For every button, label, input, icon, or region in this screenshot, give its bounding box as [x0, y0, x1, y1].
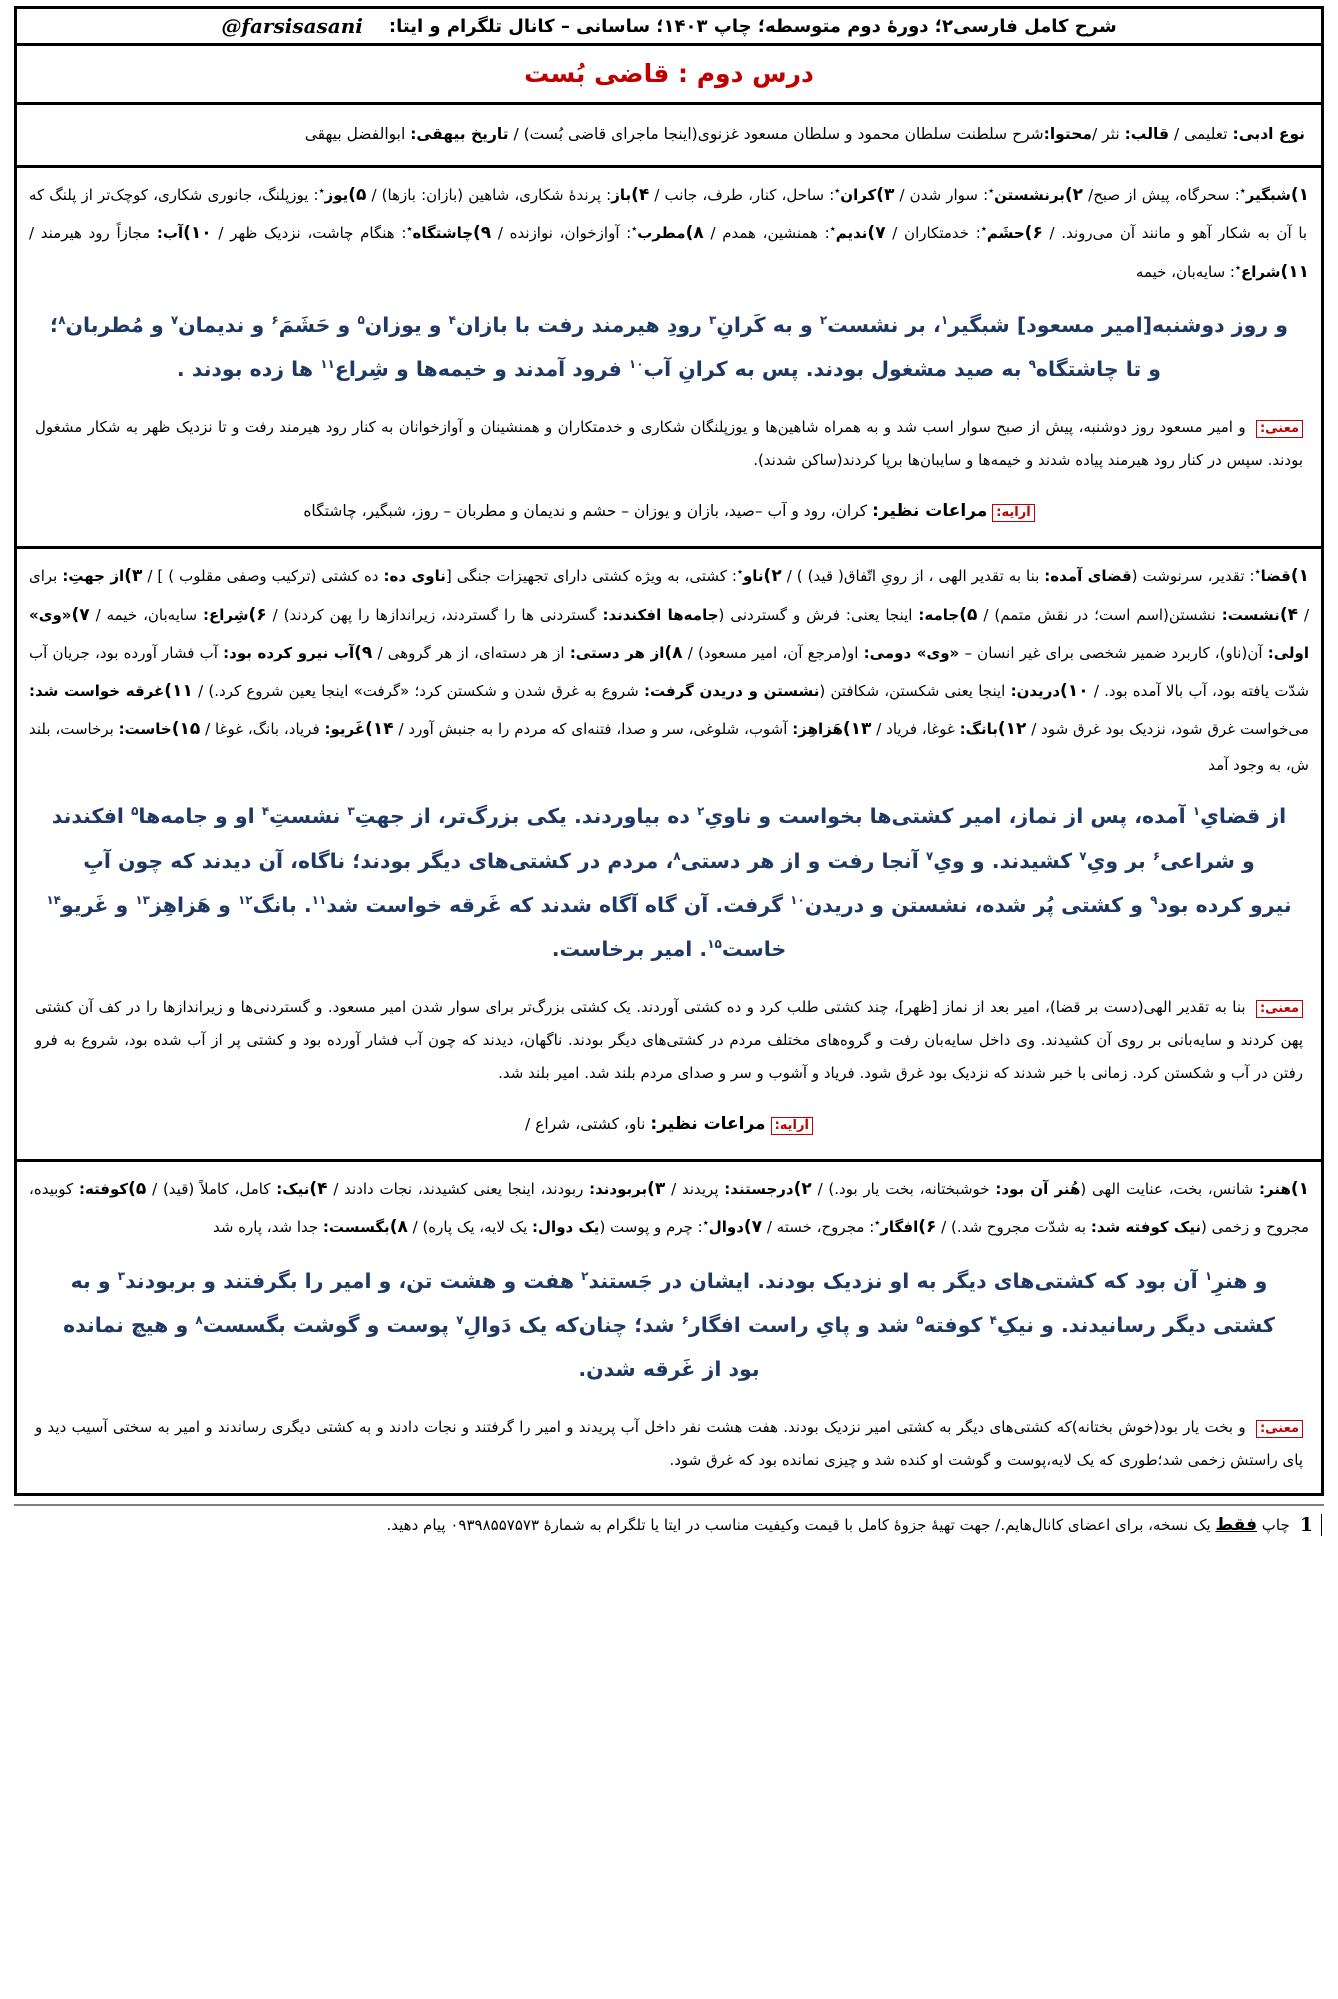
vocab-subterm: یک دوال: — [532, 1218, 600, 1237]
meta-label-content: محتوا: — [1043, 125, 1092, 143]
footnote-marker: ۸ — [58, 313, 66, 328]
vocab-subdefinition: بنا به تقدیر الهی ، از رویِ اتّفاق( قید) ) / — [781, 567, 1045, 586]
meta-label-type: نوع ادبی: — [1232, 125, 1305, 143]
asterisk-icon: ٭ — [1254, 565, 1261, 579]
vocab-term: باز — [611, 186, 632, 205]
asterisk-icon: ٭ — [318, 184, 325, 198]
meaning-3 — [29, 1405, 1309, 1485]
vocab-term: غرقه خواست شد: — [29, 682, 165, 701]
vocab-definition: : سحرگاه، پیش از صبح/ — [1083, 186, 1240, 205]
footnote-marker: ۵ — [357, 313, 365, 328]
vocab-term: قضا — [1260, 567, 1291, 586]
footnote-marker: ۸ — [673, 848, 681, 863]
arayeh-tag-1: آرایه: — [992, 504, 1034, 522]
footnote-marker: ۵ — [131, 804, 139, 819]
meaning-label-1: معنی: — [1256, 420, 1303, 438]
vocab-subterm: هُنر آن بود: — [995, 1180, 1081, 1199]
vocab-number: ۸) — [664, 642, 683, 663]
vocab-definition: اینجا یعنی شکستن، شکافتن ( — [819, 682, 1011, 701]
meta-label-source: تاریخ بیهقی: — [410, 125, 509, 143]
vocab-term: جامه: — [918, 605, 960, 624]
footnote-marker: ۵ — [916, 1312, 924, 1327]
footnote-marker: ۱ — [1204, 1268, 1213, 1283]
vocab-definition: : سایه‌بان، خیمه — [1135, 262, 1235, 281]
footnote-marker: ۷ — [456, 1312, 464, 1327]
footer-note — [14, 1515, 1290, 1535]
part-2-section — [17, 546, 1321, 1159]
passage-3-line-3: بود از غَرقه شدن. — [578, 1356, 760, 1381]
vocab-number: ۸) — [685, 223, 704, 244]
vocab-number: ۲) — [793, 1179, 812, 1200]
vocab-definition: : آوازخوان، نوازنده / — [491, 224, 632, 243]
vocab-term: از جهتِ: — [62, 567, 125, 586]
vocab-term: آب نیرو کرده بود: — [223, 643, 355, 662]
vocab-subterm: جامه‌ها افکندند: — [602, 605, 719, 624]
meta-value-form: نثر / — [1091, 125, 1125, 143]
arayeh-text-1: کران، رود و آب –صید، بازان و یوزان – حشم و ندیمان و مطربان – روز، شبگیر، چاشتگاه — [303, 502, 873, 521]
vocab-number: ۹) — [473, 223, 492, 244]
vocab-term: ناو — [742, 567, 764, 586]
vocab-definition: می‌خواست غرق شود، نزدیک بود غرق شود / — [1026, 720, 1309, 739]
vocab-number: ۴) — [1279, 604, 1298, 625]
footnote-marker: ۱۰ — [790, 892, 805, 907]
vocab-number: ۸) — [389, 1217, 408, 1238]
vocab-term: بگسست: — [322, 1218, 390, 1237]
meta-label-form: قالب: — [1124, 125, 1170, 143]
part-1-section — [17, 165, 1321, 546]
vocab-subdefinition: به شدّت مجروح شد.) / — [936, 1218, 1091, 1237]
arayeh-text-2: ناو، کشتی، شراع / — [525, 1114, 651, 1133]
vocab-term: آب: — [156, 224, 184, 243]
vocab-subterm: نشستن و دریدن گرفت: — [644, 682, 820, 701]
passage-1-line-2: و تا چاشتگاه$^۹$ به صید مشغول بودند. پس به کرانِ آب$^{۱۰}$ فرود آمدند و خیمه‌ها و شِراع$^{۱۱}$ ها زده بودند . — [176, 357, 1162, 382]
meaning-text-1: و امیر مسعود روز دوشنبه، پیش از صبح سوار اسب شد و به همراه شاهین‌ها و یوزپلنگان شکاری و خدمتکاران و همنشینان و آوازخوانان به کنار رود هیرمند رفت و تا نزدیک ظهر به شکار مشغول بودند. سپس در کنار رود هیرمند پیاده شدند و خیمه‌ها و سایبان‌ها برپا کردند(ساکن شدند). — [35, 418, 1303, 470]
vocab-number: ۶) — [248, 604, 267, 625]
vocab-number: ۱۲) — [997, 719, 1027, 740]
vocab-term: افگار — [880, 1218, 919, 1237]
vocab-definition: : مجروح، خسته / — [762, 1218, 875, 1237]
passage-2-line-1: از قضایِ$^۱$ آمده، پس از نماز، امیر کشتی‌ها بخواست و ناویِ$^۲$ ده بیاوردند. یکی بزرگ‌تر، از جهتِ$^۳$ نشستِ$^۴$ او و جامه‌ها$^۵$ افکندند — [51, 804, 1287, 829]
meta-value-type: تعلیمی / — [1169, 125, 1233, 143]
lesson-metadata-line — [29, 113, 1309, 157]
vocab-number: ۵) — [128, 1179, 147, 1200]
vocab-block-2 — [29, 557, 1309, 782]
footnote-marker: ۲ — [581, 1268, 589, 1283]
vocab-number: ۳) — [876, 185, 895, 206]
page-footer — [14, 1504, 1324, 1536]
passage-3-line-1: و هنرِ$^۱$ آن بود که کشتی‌های دیگر به او نزدیک بودند. ایشان در جَستند$^۲$ هفت و هشت تن، و امیر را بگرفتند و بربودند$^۳$ و به — [70, 1268, 1268, 1293]
footnote-marker: ۱ — [1192, 804, 1201, 819]
vocab-number: ۵) — [959, 604, 978, 625]
vocab-subterm: ناوی ده: — [383, 567, 446, 586]
footnote-marker: ۹ — [1028, 357, 1036, 372]
arayeh-2 — [29, 1098, 1309, 1151]
vocab-definition: : تقدیر، سرنوشت ( — [1131, 567, 1255, 586]
footnote-marker: ۶ — [1152, 848, 1161, 863]
vocab-subterm: قضای آمده: — [1044, 567, 1132, 586]
vocab-term: «وی» اولی: — [29, 605, 1309, 662]
lesson-title: درس دوم : قاضی بُست — [524, 59, 814, 88]
footnote-marker: ۳ — [709, 313, 717, 328]
vocab-number: ۵) — [348, 185, 367, 206]
arayeh-label-1: مراعات نظیر: — [872, 501, 988, 522]
vocab-number: ۱۵) — [171, 719, 201, 740]
passage-2-line-2: و شراعی$^۶$ بر ویِ$^۷$ کشیدند. و ویِ$^۷$ آنجا رفت و از هر دستی$^۸$، مردم در کشتی‌های دیگر بودند؛ ناگاه، آن دیدند که چون آبِ — [83, 848, 1255, 873]
vocab-definition: کوبیده، مجروح و زخمی ( — [29, 1180, 1309, 1237]
passage-2-line-4: خاست$^{۱۵}$. امیر برخاست. — [551, 936, 787, 961]
arayeh-tag-2: آرایه: — [771, 1117, 813, 1135]
vocab-definition: : سوار شدن / — [894, 186, 989, 205]
vocab-subdefinition: او(مرجع آن، امیر مسعود) / — [682, 643, 864, 662]
footnote-marker: ۴ — [989, 1312, 997, 1327]
vocab-number: ۶) — [1024, 223, 1043, 244]
footnote-marker: ۶ — [681, 1312, 689, 1327]
footnote-marker: ۱۰ — [628, 357, 644, 372]
footer-text-before: چاپ — [1257, 1515, 1290, 1534]
vocab-number: ۱۱) — [1280, 261, 1309, 282]
vocab-definition: آب فشار آورده بود، جریان آب شدّت یافته بود، آب بالا آمده بود. / — [29, 643, 1309, 701]
vocab-definition: : خدمتکاران / — [885, 224, 981, 243]
vocab-term: غَریو: — [324, 720, 366, 739]
vocab-term: بانگ: — [959, 720, 998, 739]
asterisk-icon: ٭ — [988, 184, 995, 198]
vocab-definition: : همنشین، همدم / — [703, 224, 830, 243]
vocab-term: مطرب — [637, 224, 686, 243]
vocab-term: خاست: — [118, 720, 172, 739]
vocab-number: ۱۰) — [183, 223, 212, 244]
vocab-term: ندیم — [835, 224, 868, 243]
footnote-marker: ۱۵ — [707, 936, 722, 951]
asterisk-icon: ٭ — [1239, 184, 1246, 198]
footnote-marker: ۷ — [925, 848, 934, 863]
vocab-number: ۷) — [743, 1217, 763, 1238]
vocab-term: بربودند: — [589, 1180, 648, 1199]
passage-3 — [29, 1247, 1309, 1405]
passage-1 — [29, 291, 1309, 405]
asterisk-icon: ٭ — [631, 222, 638, 236]
meta-value-content: شرح سلطنت سلطان محمود و سلطان مسعود غزنوی(اینجا ماجرای قاضی بُست) / — [508, 125, 1044, 143]
meaning-text-2: بنا به تقدیر الهی(دست بر قضا)، امیر بعد از نماز [ظهر]، چند کشتی طلب کرد و ده کشتی آوردند. یک کشتی بزرگ‌تر برای سوار شدن امیر مسعود. و گستردنی‌ها و زیراندازها را در کف آن کشتی پهن کردند و سایه‌بانی بر روی آن کشیدند. وی داخل سایه‌بان رفت و گروه‌های مختلف مردم در کشتی‌های دیگر بودند. ناگهان، دیدند که چون آب فشار آورده بود و کشتی پر از آب شده بود، شروع به فرو رفتن در آب و شکستن کرد. زمانی با خبر شدند که نزدیک بود غرق شود. فریاد و آشوب و سر و صدای مردم بلند شد. امیر بلند شد. — [35, 997, 1303, 1082]
footnote-marker: ۷ — [170, 313, 179, 328]
meaning-text-3: و بخت یار بود(خوش بختانه)که کشتی‌های دیگر به کشتی امیر نزدیک بودند. هفت هشت نفر داخل آب پریدند و امیر را گرفتند و نجات دادند و به کشتی دیگری رساندند و امیر به سختی آسیب دید و پای راستش زخمی شد؛طوری که یک لایه،پوست و گوشت او کنده شد و چیزی نمانده بود که غرق شود. — [35, 1417, 1303, 1469]
footnote-marker: ۱۴ — [46, 892, 62, 907]
vocab-definition: ربودند، اینجا یعنی کشیدند، نجات دادند / — [327, 1180, 590, 1199]
vocab-term: هنر: — [1259, 1180, 1291, 1199]
footnote-marker: ۲ — [819, 313, 828, 328]
vocab-subdefinition: خوشبختانه، بخت یار بود.) / — [811, 1180, 996, 1199]
vocab-number: ۱) — [1290, 1179, 1310, 1200]
vocab-definition: برای / — [29, 567, 1309, 624]
vocab-definition: فریاد، بانگ، غوغا / — [200, 720, 325, 739]
vocab-number: ۴) — [309, 1179, 328, 1200]
vocab-term: هَزاهِز: — [792, 720, 843, 739]
arayeh-1 — [29, 485, 1309, 538]
vocab-term: برنشستن — [994, 186, 1065, 205]
vocab-definition: برخاست، بلند ش، به وجود آمد — [29, 720, 1309, 774]
passage-1-line-1: و روز دوشنبه[امیر مسعود] شبگیر$^۱$، بر نشست$^۲$ و به کَرانِ$^۳$ رودِ هیرمند رفت با بازان$^۴$ و یوزان$^۵$ و حَشَمَ$^۶$ و ندیمان$^۷$ و مُطربان$^۸$؛ — [49, 312, 1289, 337]
vocab-definition: پریدند / — [665, 1180, 725, 1199]
vocab-number: ۹) — [354, 642, 373, 663]
vocab-definition: آن(ناو)، کاربرد ضمیر شخصی برای غیر انسان – — [959, 643, 1268, 662]
vocab-definition: جدا شد، پاره شد — [212, 1218, 323, 1237]
meaning-2 — [29, 985, 1309, 1098]
vocab-term: نشست: — [1221, 605, 1280, 624]
vocab-term: نیک: — [276, 1180, 310, 1199]
vocab-definition: : هنگام چاشت، نزدیک ظهر / — [211, 224, 407, 243]
vocab-definition: از هر دسته‌ای، از هر گروهی / — [372, 643, 570, 662]
lesson-metadata-section — [17, 102, 1321, 165]
vocab-number: ۷) — [71, 604, 90, 625]
vocab-term: شراع — [1240, 262, 1281, 281]
meaning-1 — [29, 405, 1309, 485]
footnote-marker: ۴ — [261, 804, 270, 819]
vocab-definition: کامل، کاملاً (قید) / — [146, 1180, 277, 1199]
vocab-definition: : ساحل، کنار، طرف، جانب / — [649, 186, 835, 205]
vocab-number: ۲) — [763, 566, 782, 587]
vocab-term: کوفته: — [78, 1180, 129, 1199]
document-body — [14, 46, 1324, 1496]
footnote-marker: ۲ — [697, 804, 705, 819]
passage-2-line-3: نیرو کرده بود$^۹$ و کشتی پُر شده، نشستن و دریدن$^{۱۰}$ گرفت. آن گاه آگاه شدند که غَرقه خواست شد$^{۱۱}$. بانگ$^{۱۲}$ و هَزاهِز$^{۱۳}$ و غَریو$^{۱۴}$ — [46, 892, 1292, 917]
footnote-marker: ۱۲ — [237, 892, 253, 907]
meaning-label-2: معنی: — [1256, 1000, 1303, 1018]
meta-value-source: ابوالفضل بیهقی — [304, 125, 411, 143]
vocab-definition: : یوزپلنگ، جانوری شکاری، کوچک‌تر از پلنگ که با آن به شکار آهو و مانند آن می‌روند. / — [29, 186, 1308, 243]
asterisk-icon: ٭ — [980, 222, 987, 236]
vocab-term: یوز — [324, 186, 349, 205]
header-inner — [27, 14, 1311, 38]
asterisk-icon: ٭ — [874, 1216, 881, 1230]
footer-text-after: یک نسخه، برای اعضای کانال‌هایم./ جهت تهیهٔ جزوهٔ کامل با قیمت وکیفیت مناسب در ایتا یا تلگرام به شمارهٔ ۰۹۳۹۸۵۵۷۵۷۳ پیام دهید. — [386, 1515, 1216, 1534]
header-title: شرح کامل فارسی۲؛ دورهٔ دوم متوسطه؛ چاپ ۱۴۰۳؛ ساسانی – کانال تلگرام و ایتا: — [388, 15, 1117, 37]
header-telegram-handle: @farsisasani — [221, 14, 363, 38]
vocab-number: ۳) — [647, 1179, 666, 1200]
footnote-marker: ۱۱ — [311, 892, 327, 907]
vocab-block-3 — [29, 1170, 1309, 1247]
footer-highlight: فقط — [1215, 1514, 1258, 1535]
vocab-number: ۱) — [1290, 185, 1309, 206]
vocab-number: ۱۳) — [842, 719, 872, 740]
part-3-section — [17, 1159, 1321, 1493]
asterisk-icon: ٭ — [1234, 260, 1241, 274]
footnote-marker: ۹ — [1150, 892, 1158, 907]
vocab-definition: شانس، بخت، عنایت الهی ( — [1080, 1180, 1259, 1199]
vocab-number: ۷) — [867, 223, 886, 244]
page-header — [14, 6, 1324, 46]
vocab-subdefinition: گستردنی ها را گستردند، زیراندازها را پهن کردند) / — [266, 605, 603, 624]
footnote-marker: ۱۱ — [320, 357, 335, 372]
vocab-term: شِراع: — [203, 605, 249, 624]
vocab-subdefinition: شروع به غرق شدن و شکستن کرد؛ «گرفت» اینجا یعین شروع کرد.) / — [192, 682, 644, 701]
footnote-marker: ۱۳ — [135, 892, 150, 907]
vocab-number: ۶) — [918, 1217, 937, 1238]
footnote-marker: ۸ — [195, 1312, 203, 1327]
vocab-definition: سایه‌بان، خیمه / — [89, 605, 203, 624]
vocab-term: کران — [840, 186, 877, 205]
passage-3-line-2: کشتی دیگر رسانیدند. و نیکِ$^۴$ کوفته$^۵$ شد و پایِ راست افگار$^۶$ شد؛ چنان‌که یک دَوالِ$^۷$ پوست و گوشت بگسست$^۸$ و هیچ نمانده — [63, 1312, 1275, 1337]
asterisk-icon: ٭ — [702, 1216, 709, 1230]
vocab-number: ۱۰) — [1060, 681, 1089, 702]
footnote-marker: ۱ — [940, 313, 949, 328]
vocab-term: شبگیر — [1245, 186, 1291, 205]
vocab-subterm: نیک کوفته شد: — [1090, 1218, 1201, 1237]
footnote-marker: ۶ — [271, 313, 279, 328]
vocab-definition: اینجا یعنی: فرش و گستردنی ( — [718, 605, 919, 624]
vocab-definition: آشوب، شلوغی، سر و صدا، فتنه‌ای که مردم را به جنبش آورد / — [393, 720, 793, 739]
vocab-definition: : پرندهٔ شکاری، شاهین (بازان: بازها) / — [366, 186, 612, 205]
vocab-term: از هر دستی: — [569, 643, 665, 662]
footnote-marker: ۷ — [1079, 848, 1087, 863]
passage-2 — [29, 782, 1309, 984]
vocab-subdefinition: یک لایه، یک پاره) / — [407, 1218, 533, 1237]
vocab-term: دریدن: — [1010, 682, 1061, 701]
vocab-subdefinition: ده کشتی (ترکیب وصفی مقلوب ) ] / — [142, 567, 384, 586]
vocab-number: ۱۱) — [164, 681, 193, 702]
page-number: 1 — [1300, 1514, 1322, 1536]
vocab-term: حشَم — [986, 224, 1025, 243]
vocab-definition: غوغا، فریاد / — [871, 720, 960, 739]
vocab-term: چاشتگاه — [412, 224, 474, 243]
vocab-number: ۲) — [1064, 185, 1084, 206]
vocab-definition: نشستن(اسم است؛ در نقش متمم) / — [977, 605, 1222, 624]
vocab-number: ۱۴) — [365, 719, 394, 740]
vocab-definition: مجازاً رود هیرمند / — [29, 224, 157, 243]
vocab-block-1 — [29, 176, 1309, 291]
asterisk-icon: ٭ — [736, 565, 743, 579]
arayeh-label-2: مراعات نظیر: — [650, 1113, 766, 1134]
footnote-marker: ۳ — [347, 804, 355, 819]
footnote-marker: ۳ — [117, 1268, 126, 1283]
vocab-subterm: «وی» دومی: — [863, 643, 960, 662]
vocab-definition: : کشتی، به ویژه کشتی دارای تجهیزات جنگی [ — [445, 567, 737, 586]
asterisk-icon: ٭ — [834, 184, 841, 198]
vocab-number: ۴) — [631, 185, 650, 206]
vocab-term: درجستند: — [724, 1180, 794, 1199]
meaning-label-3: معنی: — [1256, 1420, 1303, 1438]
vocab-number: ۱) — [1290, 566, 1309, 587]
asterisk-icon: ٭ — [829, 222, 836, 236]
asterisk-icon: ٭ — [406, 222, 413, 236]
vocab-term: دوال — [708, 1218, 744, 1237]
vocab-definition: : چرم و پوست ( — [599, 1218, 703, 1237]
footnote-marker: ۴ — [448, 313, 456, 328]
vocab-number: ۳) — [124, 566, 143, 587]
